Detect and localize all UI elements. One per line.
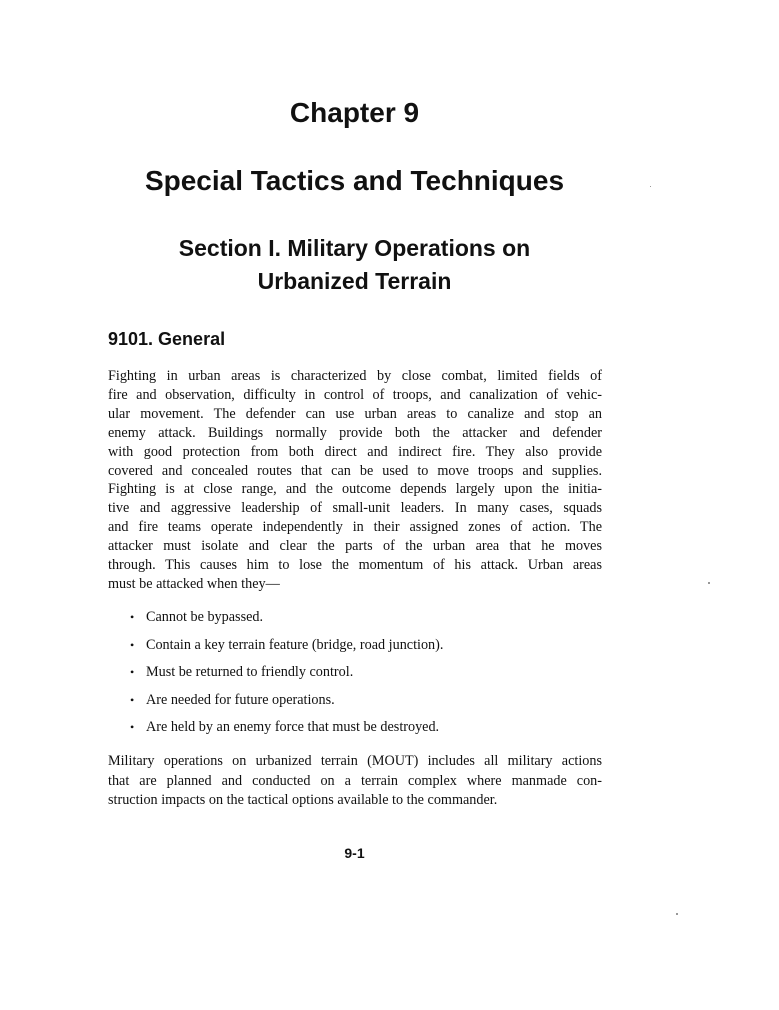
text-line: that are planned and conducted on a terrain complex where manmade con- bbox=[108, 772, 602, 789]
text-line: covered and concealed routes that can be used to move troops and supplies. bbox=[108, 462, 602, 479]
chapter-title: Chapter 9 bbox=[289, 97, 420, 128]
list-item-text: Cannot be bypassed. bbox=[146, 609, 264, 625]
text-line: fire and observation, difficulty in control of troops, and canalization of vehic- bbox=[108, 386, 602, 403]
text-line: through. This causes him to lose the momentum of his attack. Urban areas bbox=[108, 557, 602, 574]
section-title bbox=[0, 232, 709, 298]
bullet-icon: • bbox=[130, 637, 135, 652]
bullet-icon: • bbox=[130, 692, 135, 707]
list-item bbox=[130, 604, 443, 632]
text-line: tive and aggressive leadership of small-unit leaders. In many cases, squads bbox=[108, 500, 602, 517]
text-line: ular movement. The defender can use urban areas to canalize and stop an bbox=[108, 405, 602, 422]
bullet-icon: • bbox=[130, 665, 135, 679]
list-item bbox=[130, 714, 443, 742]
list-item-text: Contain a key terrain feature (bridge, road junction). bbox=[146, 636, 444, 653]
scan-speck bbox=[708, 582, 710, 584]
text-line: Fighting in urban areas is characterized by close combat, limited fields of bbox=[108, 368, 602, 384]
paragraph-heading: 9101. General bbox=[108, 329, 226, 349]
text-line: with good protection from both direct and indirect fire. They also provide bbox=[108, 443, 602, 460]
section-title-line-2: Urbanized Terrain bbox=[257, 268, 452, 294]
chapter-subtitle: Special Tactics and Techniques bbox=[144, 165, 565, 196]
list-item bbox=[130, 632, 443, 660]
section-title-line-1: Section I. Military Operations on bbox=[178, 235, 531, 261]
list-item bbox=[130, 687, 443, 715]
text-line: attacker must isolate and clear the parts of the urban area that he moves bbox=[108, 538, 602, 555]
text-line: Fighting is at close range, and the outcome depends largely upon the initia- bbox=[108, 481, 602, 498]
page-number: 9-1 bbox=[344, 845, 365, 861]
text-line: and fire teams operate independently in their assigned zones of action. The bbox=[108, 519, 602, 536]
list-item-text: Are needed for future operations. bbox=[146, 691, 335, 708]
list-item bbox=[130, 659, 443, 687]
scan-speck bbox=[676, 913, 678, 915]
text-line: enemy attack. Buildings normally provide both the attacker and defender bbox=[108, 424, 602, 441]
text-line: Military operations on urbanized terrain (MOUT) includes all military actions bbox=[108, 753, 602, 769]
scan-speck bbox=[650, 186, 651, 187]
text-line: must be attacked when they— bbox=[108, 575, 280, 592]
intro-paragraph bbox=[108, 367, 602, 594]
closing-paragraph bbox=[108, 752, 602, 811]
list-item-text: Must be returned to friendly control. bbox=[146, 664, 354, 680]
bullet-icon: • bbox=[130, 610, 135, 624]
bullet-list bbox=[130, 604, 443, 742]
bullet-icon: • bbox=[130, 720, 135, 734]
list-item-text: Are held by an enemy force that must be destroyed. bbox=[146, 719, 440, 735]
text-line: struction impacts on the tactical options available to the commander. bbox=[108, 792, 498, 808]
